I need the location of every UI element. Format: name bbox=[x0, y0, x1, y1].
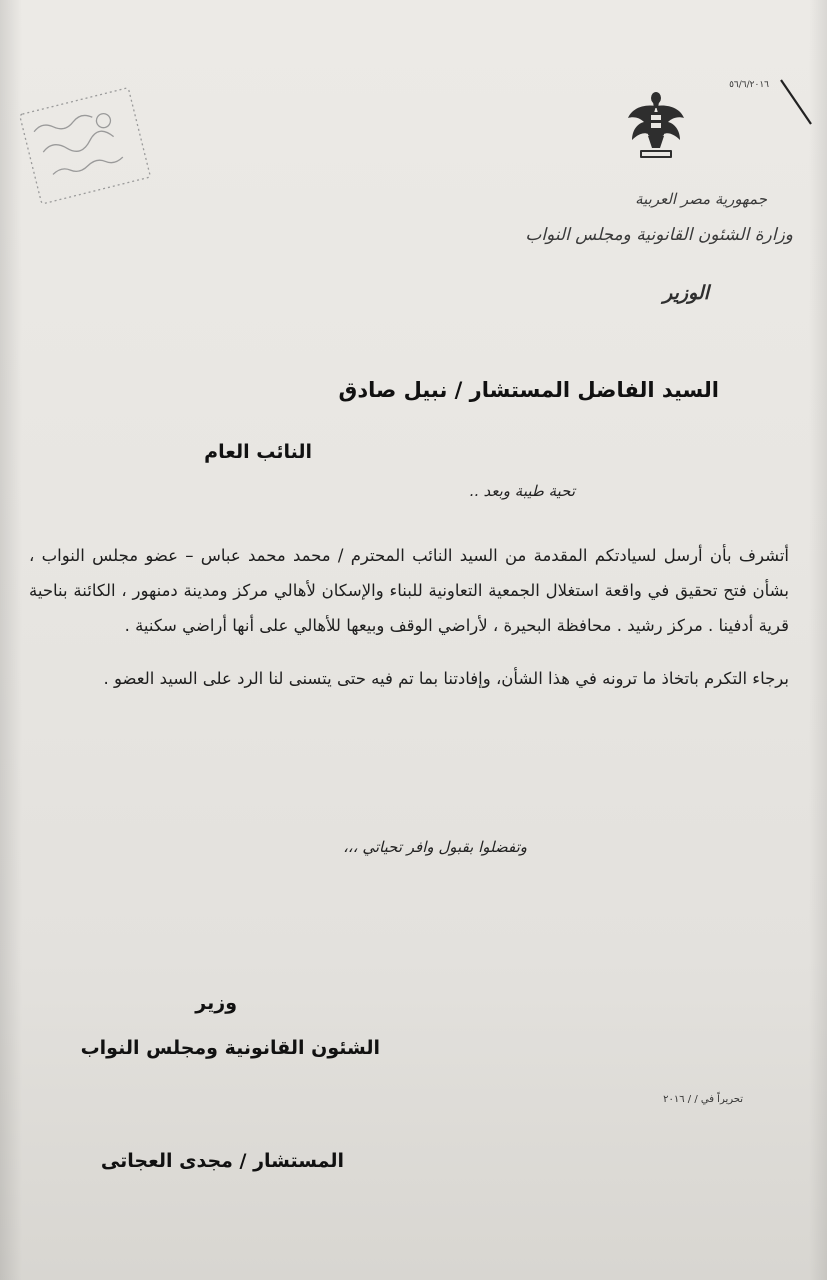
body-paragraph: برجاء التكرم باتخاذ ما ترونه في هذا الشأن، وإفادتنا بما تم فيه حتى يتسنى لنا الرد على السيد العضو . bbox=[103, 669, 789, 688]
closing: وتفضلوا بقبول وافر تحياتي ،،، bbox=[343, 838, 527, 856]
corner-pen-mark bbox=[777, 78, 817, 142]
letterhead-office: الوزير bbox=[663, 282, 709, 304]
signer-name: المستشار / مجدى العجاتى bbox=[100, 1150, 344, 1172]
date-line: تحريراً في / / ٢٠١٦ bbox=[663, 1094, 743, 1105]
signer-department: الشئون القانونية ومجلس النواب bbox=[80, 1037, 380, 1059]
letter-body bbox=[29, 538, 789, 696]
reference-number: ٥٦/٦/٢٠١٦ bbox=[729, 80, 769, 90]
received-stamp bbox=[0, 70, 170, 234]
body-paragraph: أتشرف بأن أرسل لسيادتكم المقدمة من السيد النائب المحترم / محمد محمد عباس – عضو مجلس النواب ، بشأن فتح تحقيق في واقعة استغلال الجمعية التعاونية للبناء والإسكان لأهالي مركز ومدينة دمنهور ، الكائنة بناحية قرية أدفينا . مركز رشيد . محافظة البحيرة ، لأراضي الوقف وبيعها للأهالي على أنها أراضي سكنية . bbox=[29, 546, 789, 635]
letterhead-ministry: وزارة الشئون القانونية ومجلس النواب bbox=[525, 225, 793, 245]
greeting: تحية طيبة وبعد .. bbox=[469, 482, 575, 500]
signer-title: وزير bbox=[195, 992, 237, 1014]
recipient-title: النائب العام bbox=[204, 441, 312, 463]
letterhead-country: جمهورية مصر العربية bbox=[635, 190, 767, 208]
recipient-name: السيد الفاضل المستشار / نبيل صادق bbox=[338, 378, 719, 402]
coat-of-arms-eagle bbox=[626, 88, 686, 170]
